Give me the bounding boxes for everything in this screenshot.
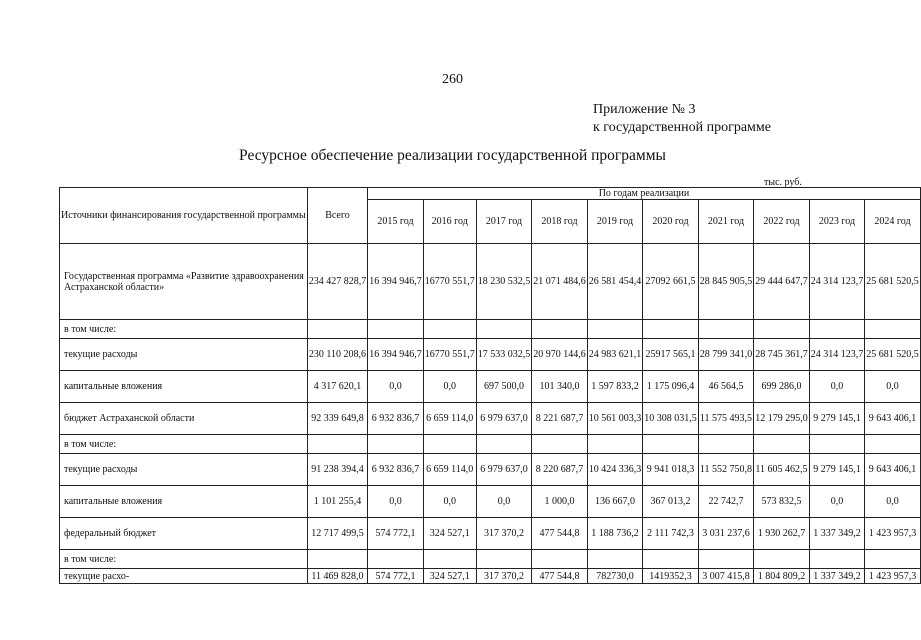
table-row bbox=[60, 569, 921, 584]
row-year-cell: 16 394 946,7 bbox=[368, 244, 424, 320]
row-source-label: капитальные вложения bbox=[60, 371, 308, 403]
row-year-cell: 0,0 bbox=[368, 371, 424, 403]
header-year: 2022 год bbox=[754, 200, 810, 244]
table-row bbox=[60, 320, 921, 339]
row-year-cell: 25917 565,1 bbox=[643, 339, 699, 371]
row-year-cell: 28 845 905,5 bbox=[698, 244, 754, 320]
row-year-cell: 1 000,0 bbox=[532, 486, 588, 518]
row-year-cell: 317 370,2 bbox=[476, 569, 532, 584]
row-year-cell: 8 221 687,7 bbox=[532, 403, 588, 435]
row-total-cell: 1 101 255,4 bbox=[307, 486, 368, 518]
row-year-cell bbox=[643, 550, 699, 569]
row-year-cell bbox=[423, 320, 476, 339]
header-total: Всего bbox=[307, 188, 368, 244]
row-year-cell: 6 659 114,0 bbox=[423, 454, 476, 486]
row-source-label: капитальные вложения bbox=[60, 486, 308, 518]
row-year-cell bbox=[754, 435, 810, 454]
row-year-cell: 1 188 736,2 bbox=[587, 518, 643, 550]
row-year-cell: 9 279 145,1 bbox=[809, 454, 865, 486]
row-year-cell: 6 979 637,0 bbox=[476, 403, 532, 435]
row-year-cell: 1419352,3 bbox=[643, 569, 699, 584]
row-year-cell bbox=[698, 320, 754, 339]
row-year-cell: 9 643 406,1 bbox=[865, 403, 921, 435]
row-year-cell: 136 667,0 bbox=[587, 486, 643, 518]
row-year-cell: 24 314 123,7 bbox=[809, 339, 865, 371]
row-year-cell bbox=[423, 435, 476, 454]
row-year-cell: 29 444 647,7 bbox=[754, 244, 810, 320]
row-source-label: федеральный бюджет bbox=[60, 518, 308, 550]
row-year-cell bbox=[476, 320, 532, 339]
row-year-cell bbox=[698, 550, 754, 569]
row-year-cell bbox=[809, 435, 865, 454]
row-year-cell: 46 564,5 bbox=[698, 371, 754, 403]
row-year-cell: 1 337 349,2 bbox=[809, 518, 865, 550]
row-year-cell: 17 533 032,5 bbox=[476, 339, 532, 371]
row-year-cell: 8 220 687,7 bbox=[532, 454, 588, 486]
row-year-cell: 11 605 462,5 bbox=[754, 454, 810, 486]
row-year-cell: 0,0 bbox=[865, 486, 921, 518]
row-year-cell bbox=[809, 320, 865, 339]
row-year-cell: 20 970 144,6 bbox=[532, 339, 588, 371]
row-year-cell: 0,0 bbox=[476, 486, 532, 518]
row-total-cell: 12 717 499,5 bbox=[307, 518, 368, 550]
row-year-cell: 367 013,2 bbox=[643, 486, 699, 518]
row-year-cell: 1 804 809,2 bbox=[754, 569, 810, 584]
row-year-cell bbox=[368, 550, 424, 569]
row-year-cell: 9 941 018,3 bbox=[643, 454, 699, 486]
table-body bbox=[60, 244, 921, 584]
row-year-cell bbox=[698, 435, 754, 454]
row-year-cell: 10 424 336,3 bbox=[587, 454, 643, 486]
row-year-cell bbox=[587, 435, 643, 454]
row-year-cell: 10 308 031,5 bbox=[643, 403, 699, 435]
row-year-cell: 11 575 493,5 bbox=[698, 403, 754, 435]
row-year-cell: 16770 551,7 bbox=[423, 339, 476, 371]
row-year-cell bbox=[865, 320, 921, 339]
row-year-cell: 0,0 bbox=[865, 371, 921, 403]
row-year-cell bbox=[532, 435, 588, 454]
row-year-cell: 27092 661,5 bbox=[643, 244, 699, 320]
row-year-cell: 6 932 836,7 bbox=[368, 403, 424, 435]
row-year-cell: 24 983 621,1 bbox=[587, 339, 643, 371]
row-year-cell bbox=[587, 550, 643, 569]
header-year: 2016 год bbox=[423, 200, 476, 244]
row-year-cell bbox=[587, 320, 643, 339]
row-year-cell: 0,0 bbox=[423, 486, 476, 518]
row-year-cell: 25 681 520,5 bbox=[865, 339, 921, 371]
row-year-cell: 6 979 637,0 bbox=[476, 454, 532, 486]
row-year-cell: 18 230 532,5 bbox=[476, 244, 532, 320]
header-year: 2017 год bbox=[476, 200, 532, 244]
row-year-cell: 16 394 946,7 bbox=[368, 339, 424, 371]
row-year-cell bbox=[865, 435, 921, 454]
table-row bbox=[60, 244, 921, 320]
table-row bbox=[60, 435, 921, 454]
row-year-cell bbox=[754, 320, 810, 339]
header-years-group: По годам реализации bbox=[368, 188, 921, 200]
row-total-cell bbox=[307, 435, 368, 454]
row-year-cell bbox=[532, 550, 588, 569]
row-total-cell: 234 427 828,7 bbox=[307, 244, 368, 320]
header-year: 2020 год bbox=[643, 200, 699, 244]
appendix-number: Приложение № 3 bbox=[593, 102, 696, 117]
row-year-cell: 1 175 096,4 bbox=[643, 371, 699, 403]
page-number: 260 bbox=[442, 72, 463, 87]
row-year-cell: 1 423 957,3 bbox=[865, 569, 921, 584]
row-source-label: бюджет Астраханской области bbox=[60, 403, 308, 435]
row-year-cell: 324 527,1 bbox=[423, 569, 476, 584]
table-row bbox=[60, 339, 921, 371]
header-year: 2024 год bbox=[865, 200, 921, 244]
row-year-cell: 574 772,1 bbox=[368, 518, 424, 550]
row-year-cell: 28 799 341,0 bbox=[698, 339, 754, 371]
appendix-reference: к государственной программе bbox=[593, 120, 771, 135]
row-source-label: текущие расхо- bbox=[60, 569, 308, 584]
unit-label: тыс. руб. bbox=[764, 177, 802, 188]
row-year-cell bbox=[643, 320, 699, 339]
row-year-cell: 12 179 295,0 bbox=[754, 403, 810, 435]
header-year: 2021 год bbox=[698, 200, 754, 244]
header-source: Источники финансирования государственной программы bbox=[60, 188, 308, 244]
header-year: 2015 год bbox=[368, 200, 424, 244]
row-total-cell bbox=[307, 320, 368, 339]
row-source-label: текущие расходы bbox=[60, 454, 308, 486]
table-row bbox=[60, 371, 921, 403]
row-year-cell: 699 286,0 bbox=[754, 371, 810, 403]
row-year-cell bbox=[368, 435, 424, 454]
table-row bbox=[60, 550, 921, 569]
row-year-cell: 1 597 833,2 bbox=[587, 371, 643, 403]
row-year-cell: 1 930 262,7 bbox=[754, 518, 810, 550]
header-year: 2023 год bbox=[809, 200, 865, 244]
row-year-cell: 1 337 349,2 bbox=[809, 569, 865, 584]
row-year-cell: 574 772,1 bbox=[368, 569, 424, 584]
row-year-cell: 0,0 bbox=[368, 486, 424, 518]
row-year-cell: 11 552 750,8 bbox=[698, 454, 754, 486]
row-year-cell: 28 745 361,7 bbox=[754, 339, 810, 371]
row-total-cell: 230 110 208,6 bbox=[307, 339, 368, 371]
row-year-cell bbox=[423, 550, 476, 569]
row-source-label: Государственная программа «Развитие здравоохранения Астраханской области» bbox=[60, 244, 308, 320]
row-year-cell: 9 279 145,1 bbox=[809, 403, 865, 435]
row-year-cell bbox=[809, 550, 865, 569]
row-year-cell: 697 500,0 bbox=[476, 371, 532, 403]
row-year-cell: 782730,0 bbox=[587, 569, 643, 584]
row-year-cell: 25 681 520,5 bbox=[865, 244, 921, 320]
row-year-cell bbox=[865, 550, 921, 569]
row-year-cell: 26 581 454,4 bbox=[587, 244, 643, 320]
row-year-cell: 24 314 123,7 bbox=[809, 244, 865, 320]
row-year-cell: 573 832,5 bbox=[754, 486, 810, 518]
row-year-cell: 3 031 237,6 bbox=[698, 518, 754, 550]
row-year-cell: 21 071 484,6 bbox=[532, 244, 588, 320]
document-title: Ресурсное обеспечение реализации государственной программы bbox=[239, 147, 666, 164]
row-year-cell bbox=[754, 550, 810, 569]
row-year-cell: 0,0 bbox=[809, 486, 865, 518]
row-year-cell: 6 659 114,0 bbox=[423, 403, 476, 435]
row-year-cell: 477 544,8 bbox=[532, 569, 588, 584]
row-total-cell: 91 238 394,4 bbox=[307, 454, 368, 486]
row-year-cell: 3 007 415,8 bbox=[698, 569, 754, 584]
table-header bbox=[60, 188, 921, 244]
row-year-cell bbox=[476, 550, 532, 569]
row-year-cell: 22 742,7 bbox=[698, 486, 754, 518]
header-year: 2019 год bbox=[587, 200, 643, 244]
row-total-cell: 4 317 620,1 bbox=[307, 371, 368, 403]
row-year-cell: 6 932 836,7 bbox=[368, 454, 424, 486]
row-year-cell: 0,0 bbox=[809, 371, 865, 403]
table-row bbox=[60, 518, 921, 550]
row-year-cell: 9 643 406,1 bbox=[865, 454, 921, 486]
row-year-cell: 317 370,2 bbox=[476, 518, 532, 550]
row-year-cell bbox=[368, 320, 424, 339]
row-total-cell bbox=[307, 550, 368, 569]
row-total-cell: 92 339 649,8 bbox=[307, 403, 368, 435]
row-year-cell: 1 423 957,3 bbox=[865, 518, 921, 550]
row-source-label: текущие расходы bbox=[60, 339, 308, 371]
row-year-cell: 2 111 742,3 bbox=[643, 518, 699, 550]
row-source-label: в том числе: bbox=[60, 435, 308, 454]
row-year-cell bbox=[476, 435, 532, 454]
resource-table bbox=[59, 187, 921, 584]
row-year-cell bbox=[643, 435, 699, 454]
row-source-label: в том числе: bbox=[60, 320, 308, 339]
row-year-cell: 324 527,1 bbox=[423, 518, 476, 550]
row-year-cell: 477 544,8 bbox=[532, 518, 588, 550]
row-year-cell bbox=[532, 320, 588, 339]
table-row bbox=[60, 403, 921, 435]
row-year-cell: 101 340,0 bbox=[532, 371, 588, 403]
row-source-label: в том числе: bbox=[60, 550, 308, 569]
header-year: 2018 год bbox=[532, 200, 588, 244]
appendix-caption bbox=[593, 101, 771, 137]
row-total-cell: 11 469 828,0 bbox=[307, 569, 368, 584]
table-row bbox=[60, 486, 921, 518]
row-year-cell: 10 561 003,3 bbox=[587, 403, 643, 435]
row-year-cell: 0,0 bbox=[423, 371, 476, 403]
row-year-cell: 16770 551,7 bbox=[423, 244, 476, 320]
table-row bbox=[60, 454, 921, 486]
